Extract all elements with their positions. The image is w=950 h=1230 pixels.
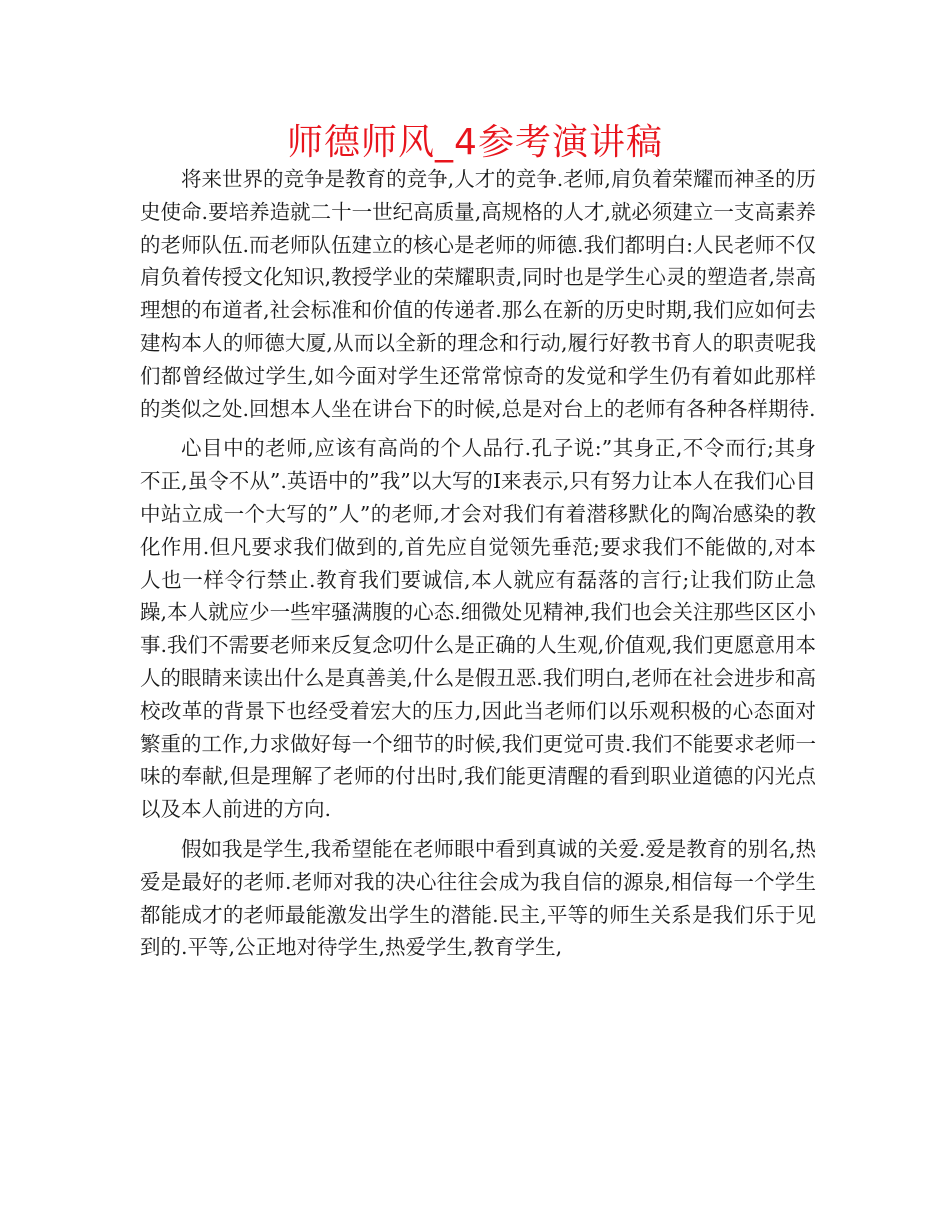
paragraph-2: 心目中的老师,应该有高尚的个人品行.孔子说:”其身正,不令而行;其身不正,虽令不从”.英语中的”我”以大写的I来表示,只有努力让本人在我们心目中站立成一个大写的”人”的老师,才会对我们有着潜移默化的陶冶感染的教化作用.但凡要求我们做到的,首先应自觉领先垂范;要求我们不能做的,对本人也一样令行禁止.教育我们要诚信,本人就应有磊落的言行;让我们防止急躁,本人就应少一些牢骚满腹的心态.细微处见精神,我们也会关注那些区区小事.我们不需要老师来反复念叨什么是正确的人生观,价值观,我们更愿意用本人的眼睛来读出什么是真善美,什么是假丑恶.我们明白,老师在社会进步和高校改革的背景下也经受着宏大的压力,因此当老师们以乐观积极的心态面对繁重的工作,力求做好每一个细节的时候,我们更觉可贵.我们不能要求老师一味的奉献,但是理解了老师的付出时,我们能更清醒的看到职业道德的闪光点以及本人前进的方向. xyxy=(140,436,816,822)
document-body xyxy=(140,163,816,971)
page-title: 师德师风_4参考演讲稿 xyxy=(287,122,663,163)
paragraph-3: 假如我是学生,我希望能在老师眼中看到真诚的关爱.爱是教育的别名,热爱是最好的老师.老师对我的决心往往会成为我自信的源泉,相信每一个学生都能成才的老师最能激发出学生的潜能.民主,平等的师生关系是我们乐于见到的.平等,公正地对待学生,热爱学生,教育学生, xyxy=(140,836,816,960)
paragraph-1: 将来世界的竞争是教育的竞争,人才的竞争.老师,肩负着荣耀而神圣的历史使命.要培养造就二十一世纪高质量,高规格的人才,就必须建立一支高素养的老师队伍.而老师队伍建立的核心是老师的师德.我们都明白:人民老师不仅肩负着传授文化知识,教授学业的荣耀职责,同时也是学生心灵的塑造者,崇高理想的布道者,社会标准和价值的传递者.那么在新的历史时期,我们应如何去建构本人的师德大厦,从而以全新的理念和行动,履行好教书育人的职责呢我们都曾经做过学生,如今面对学生还常常惊奇的发觉和学生仍有着如此那样的类似之处.回想本人坐在讲台下的时候,总是对台上的老师有各种各样期待. xyxy=(140,167,816,421)
